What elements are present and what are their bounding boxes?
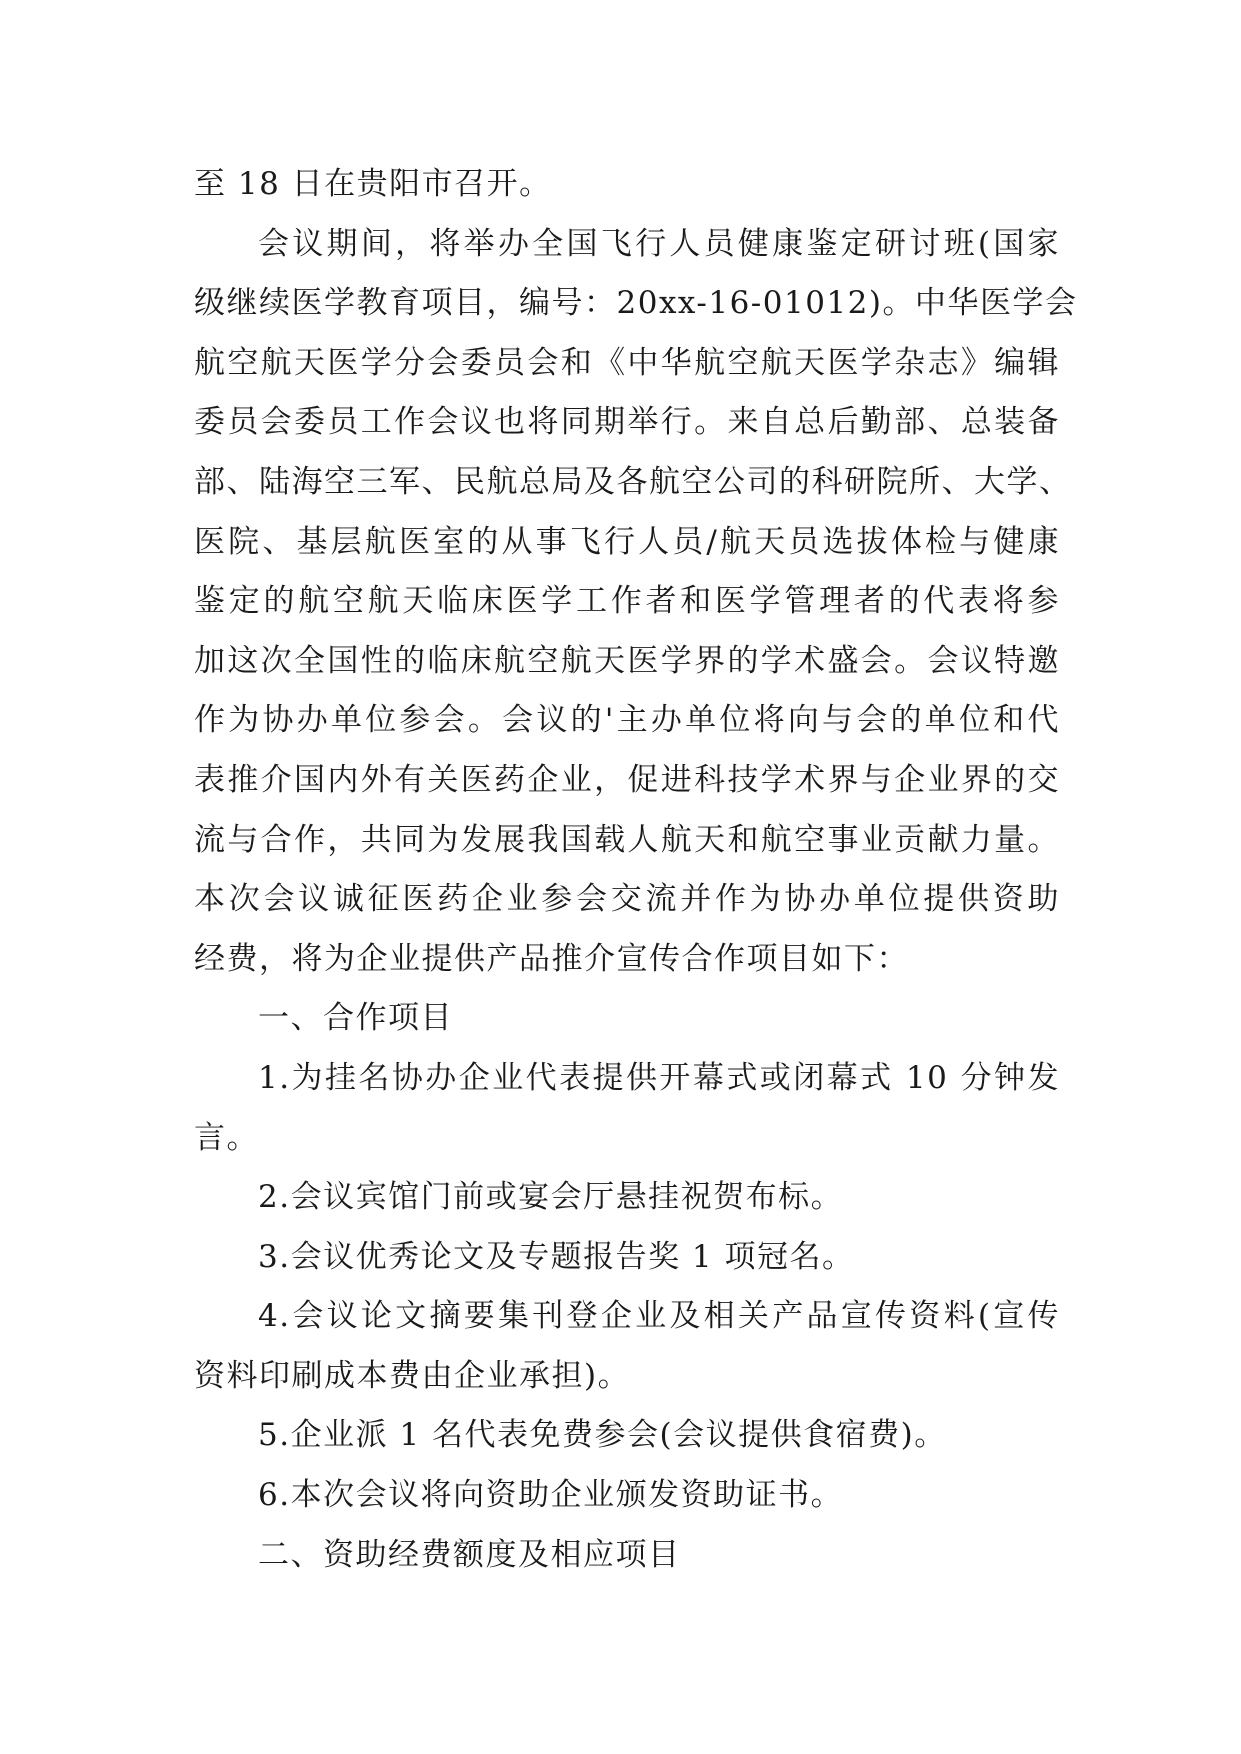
text-line: 委员会委员工作会议也将同期举行。来自总后勤部、总装备: [194, 404, 1060, 441]
text-line: 部、陆海空三军、民航总局及各航空公司的科研院所、大学、: [194, 463, 1072, 500]
text-line: 经费，将为企业提供产品推介宣传合作项目如下：: [194, 940, 909, 977]
text-line: 3.会议优秀论文及专题报告奖 1 项冠名。: [258, 1238, 855, 1275]
document-body: [194, 155, 1078, 1585]
text-line: 至 18 日在贵阳市召开。: [194, 166, 552, 202]
text-line: 作为协办单位参会。会议的'主办单位将向与会的单位和代: [194, 702, 1060, 739]
text-line: 鉴定的航空航天临床医学工作者和医学管理者的代表将参: [194, 583, 1060, 620]
text-line: 5.企业派 1 名代表免费参会(会议提供食宿费)。: [258, 1417, 947, 1454]
text-line: 级继续医学教育项目，编号：20xx-16-01012)。中华医学会: [194, 285, 1078, 322]
text-line: 1.为挂名协办企业代表提供开幕式或闭幕式 10 分钟发: [258, 1059, 1060, 1096]
text-line: 医院、基层航医室的从事飞行人员/航天员选拔体检与健康: [194, 523, 1060, 560]
text-line: 6.本次会议将向资助企业颁发资助证书。: [258, 1477, 844, 1514]
text-line: 言。: [194, 1119, 259, 1156]
text-line: 本次会议诚征医药企业参会交流并作为协办单位提供资助: [194, 881, 1060, 918]
text-line: 4.会议论文摘要集刊登企业及相关产品宣传资料(宣传: [258, 1298, 1060, 1335]
text-line: 2.会议宾馆门前或宴会厅悬挂祝贺布标。: [258, 1179, 844, 1216]
text-line: 一、合作项目: [258, 1000, 453, 1037]
text-line: 流与合作，共同为发展我国载人航天和航空事业贡献力量。: [194, 821, 1060, 858]
text-line: 加这次全国性的临床航空航天医学界的学术盛会。会议特邀: [194, 642, 1060, 679]
text-line: 航空航天医学分会委员会和《中华航空航天医学杂志》编辑: [194, 344, 1060, 381]
text-line: 资料印刷成本费由企业承担)。: [194, 1357, 631, 1394]
text-line: 会议期间，将举办全国飞行人员健康鉴定研讨班(国家: [258, 225, 1060, 262]
text-line: 二、资助经费额度及相应项目: [258, 1536, 681, 1573]
text-line: 表推介国内外有关医药企业，促进科技学术界与企业界的交: [194, 761, 1060, 798]
